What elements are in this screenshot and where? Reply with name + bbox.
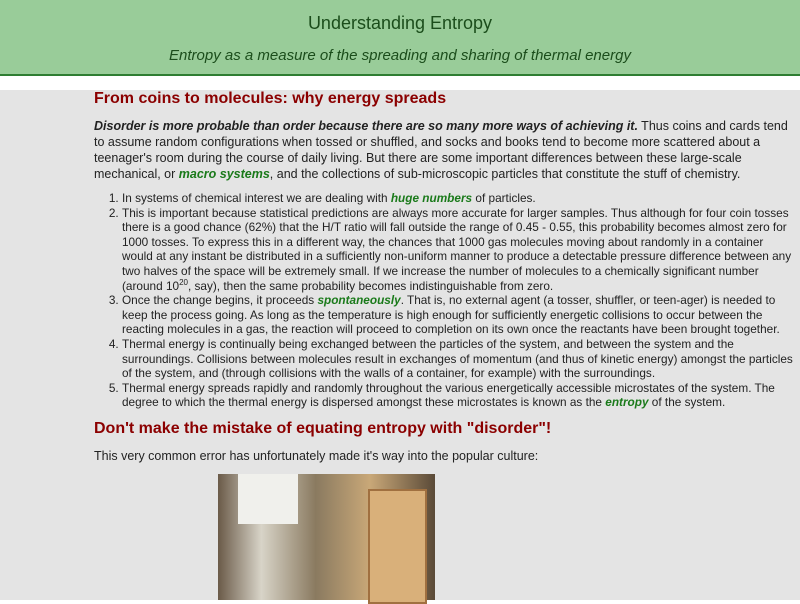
- page-title: Understanding Entropy: [307, 13, 493, 33]
- term-spontaneously[interactable]: spontaneously: [317, 293, 401, 308]
- intro-paragraph: [94, 118, 794, 182]
- list-item: 2. This is important because statistical predictions are always more accurate for larger samples. Thus although for four coin tosses there is a good chance (62%) that the H/T ratio will fall outside the range of 0.45 - 0.55, this probability becomes almost zero for 1000 tosses. To express this in a different way, the chances that 1000 gas molecules moving about randomly in a container would at any instant be distributed in a sufficiently non-uniform manner to produce a detectable pressure difference between any two halves of the space will be extremely small. If we increase the number of molecules to a chemically significant number (around $10^{20}$, say), then the same probability becomes indistinguishable from zero.: [122, 206, 794, 294]
- list-item: 4. Thermal energy is continually being exchanged between the particles of the system, and between the system and the surroundings. Collisions between molecules result in exchanges of momentum (and thus of kinetic energy) amongst the particles of the system, and (through collisions with the walls of a container, for example) with the surroundings.: [122, 337, 794, 381]
- intro-bold: Disorder is more probable than order because there are so many more ways of achieving it.: [94, 119, 638, 133]
- list-item: 5. Thermal energy spreads rapidly and randomly throughout the various energetically accessible microstates of the system. The degree to which the thermal energy is dispersed amongst these microstates is known as the entropy of the system.: [122, 381, 794, 410]
- teen-room-photo: [218, 474, 435, 600]
- page-subtitle: Entropy as a measure of the spreading and sharing of thermal energy: [169, 47, 631, 64]
- intro-text: Thus coins and cards tend to assume random configurations when tossed or shuffled, and socks and books tend to become more scattered about a teenager's room during the course of daily living. But there are some important differences between these large-scale mechanical, or: [94, 119, 788, 181]
- list-item: 3. Once the change begins, it proceeds spontaneously. That is, no external agent (a tosser, shuffler, or teen-ager) is needed to keep the process going. As long as the temperature is high enough for sufficiently energetic collisions to occur between the reacting molecules in a gas, the reaction will proceed to completion on its own once the reactants have been brought together.: [122, 293, 794, 337]
- term-entropy[interactable]: entropy: [605, 395, 649, 410]
- section-heading: From coins to molecules: why energy spreads: [94, 90, 447, 107]
- section-heading: Don't make the mistake of equating entropy with "disorder"!: [94, 419, 552, 437]
- content: [0, 90, 800, 600]
- list-item: 1. In systems of chemical interest we are dealing with huge numbers of particles.: [122, 191, 794, 206]
- paragraph: This very common error has unfortunately made it's way into the popular culture:: [94, 448, 539, 463]
- term-huge-numbers[interactable]: huge numbers: [390, 191, 473, 205]
- points-list: [94, 191, 794, 410]
- intro-text: , and the collections of sub-microscopic particles that constitute the stuff of chemistry.: [269, 167, 741, 181]
- term-macro-systems[interactable]: macro systems: [178, 167, 270, 181]
- page-header: [0, 0, 800, 76]
